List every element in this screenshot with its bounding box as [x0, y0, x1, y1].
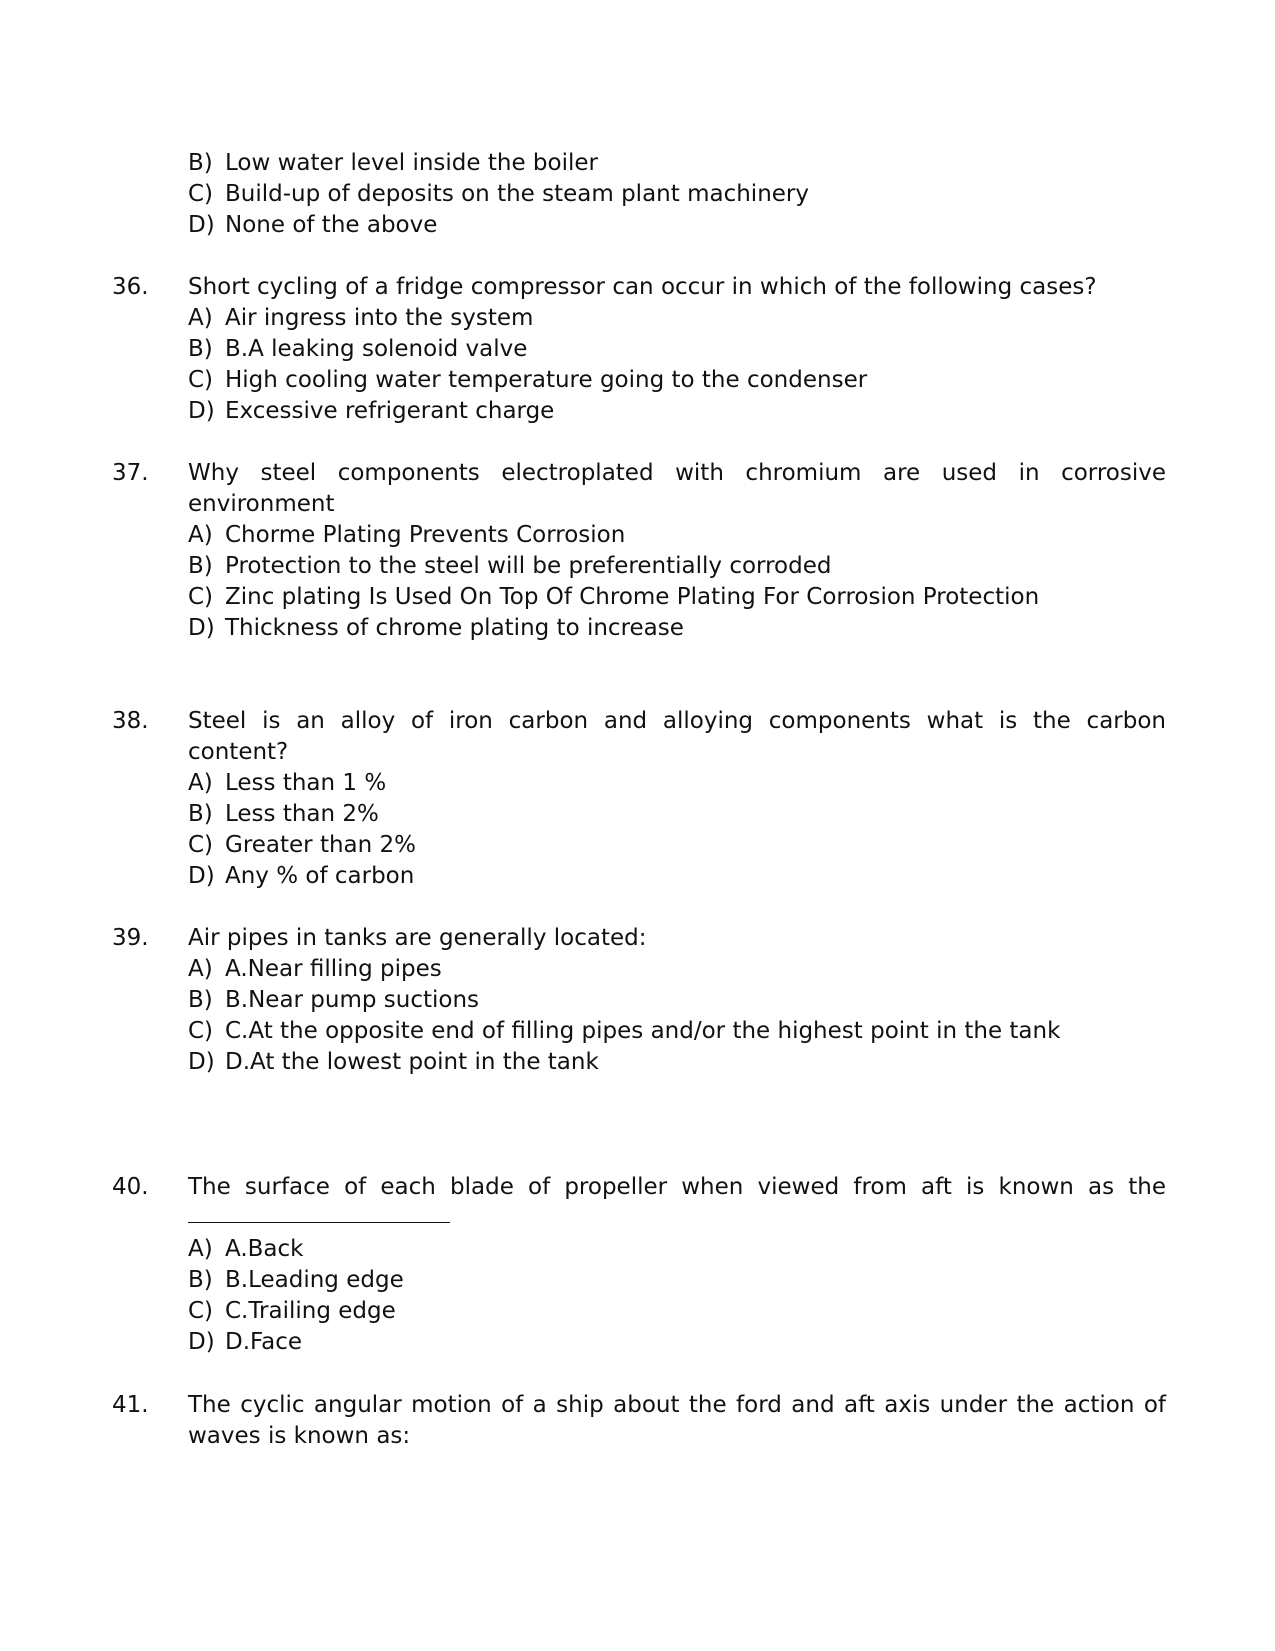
- option-b: B) B.Near pump suctions: [188, 987, 480, 1013]
- question-text-continued: content?: [188, 739, 289, 765]
- option-c: C) Build-up of deposits on the steam plant machinery: [188, 181, 809, 207]
- option-c: C) C.Trailing edge: [188, 1298, 396, 1324]
- question-text-continued: waves is known as:: [188, 1423, 411, 1449]
- option-a: A) Chorme Plating Prevents Corrosion: [188, 522, 626, 548]
- option-d: D) D.Face: [188, 1329, 303, 1355]
- question-text: Short cycling of a fridge compressor can occur in which of the following cases?: [188, 274, 1097, 300]
- option-b: B) B.A leaking solenoid valve: [188, 336, 528, 362]
- option-c: C) High cooling water temperature going to the condenser: [188, 367, 868, 393]
- question-number: 37.: [112, 460, 149, 486]
- option-b: B) B.Leading edge: [188, 1267, 404, 1293]
- question-number: 38.: [112, 708, 149, 734]
- option-b: B) Protection to the steel will be preferentially corroded: [188, 553, 832, 579]
- option-d: D) Any % of carbon: [188, 863, 415, 889]
- option-d: D) Thickness of chrome plating to increase: [188, 615, 684, 641]
- option-d: D) D.At the lowest point in the tank: [188, 1049, 599, 1075]
- option-a: A) A.Back: [188, 1236, 304, 1262]
- question-number: 36.: [112, 274, 149, 300]
- option-a: A) Air ingress into the system: [188, 305, 534, 331]
- option-d: D) Excessive refrigerant charge: [188, 398, 555, 424]
- question-number: 40.: [112, 1174, 149, 1200]
- question-text: The surface of each blade of propeller when viewed from aft is known as the: [188, 1174, 1166, 1200]
- question-text: Air pipes in tanks are generally located:: [188, 925, 647, 951]
- option-c: C) Greater than 2%: [188, 832, 417, 858]
- option-a: A) A.Near filling pipes: [188, 956, 442, 982]
- answer-blank-line: [188, 1222, 450, 1223]
- question-number: 41.: [112, 1392, 149, 1418]
- question-text-continued: environment: [188, 491, 335, 517]
- option-b: B) Low water level inside the boiler: [188, 150, 598, 176]
- question-text: The cyclic angular motion of a ship about the ford and aft axis under the action of: [188, 1392, 1166, 1418]
- option-b: B) Less than 2%: [188, 801, 379, 827]
- question-text: Steel is an alloy of iron carbon and alloying components what is the carbon: [188, 708, 1166, 734]
- option-c: C) Zinc plating Is Used On Top Of Chrome Plating For Corrosion Protection: [188, 584, 1040, 610]
- question-text: Why steel components electroplated with chromium are used in corrosive: [188, 460, 1166, 486]
- question-number: 39.: [112, 925, 149, 951]
- option-d: D) None of the above: [188, 212, 438, 238]
- option-a: A) Less than 1 %: [188, 770, 387, 796]
- option-c: C) C.At the opposite end of filling pipes and/or the highest point in the tank: [188, 1018, 1061, 1044]
